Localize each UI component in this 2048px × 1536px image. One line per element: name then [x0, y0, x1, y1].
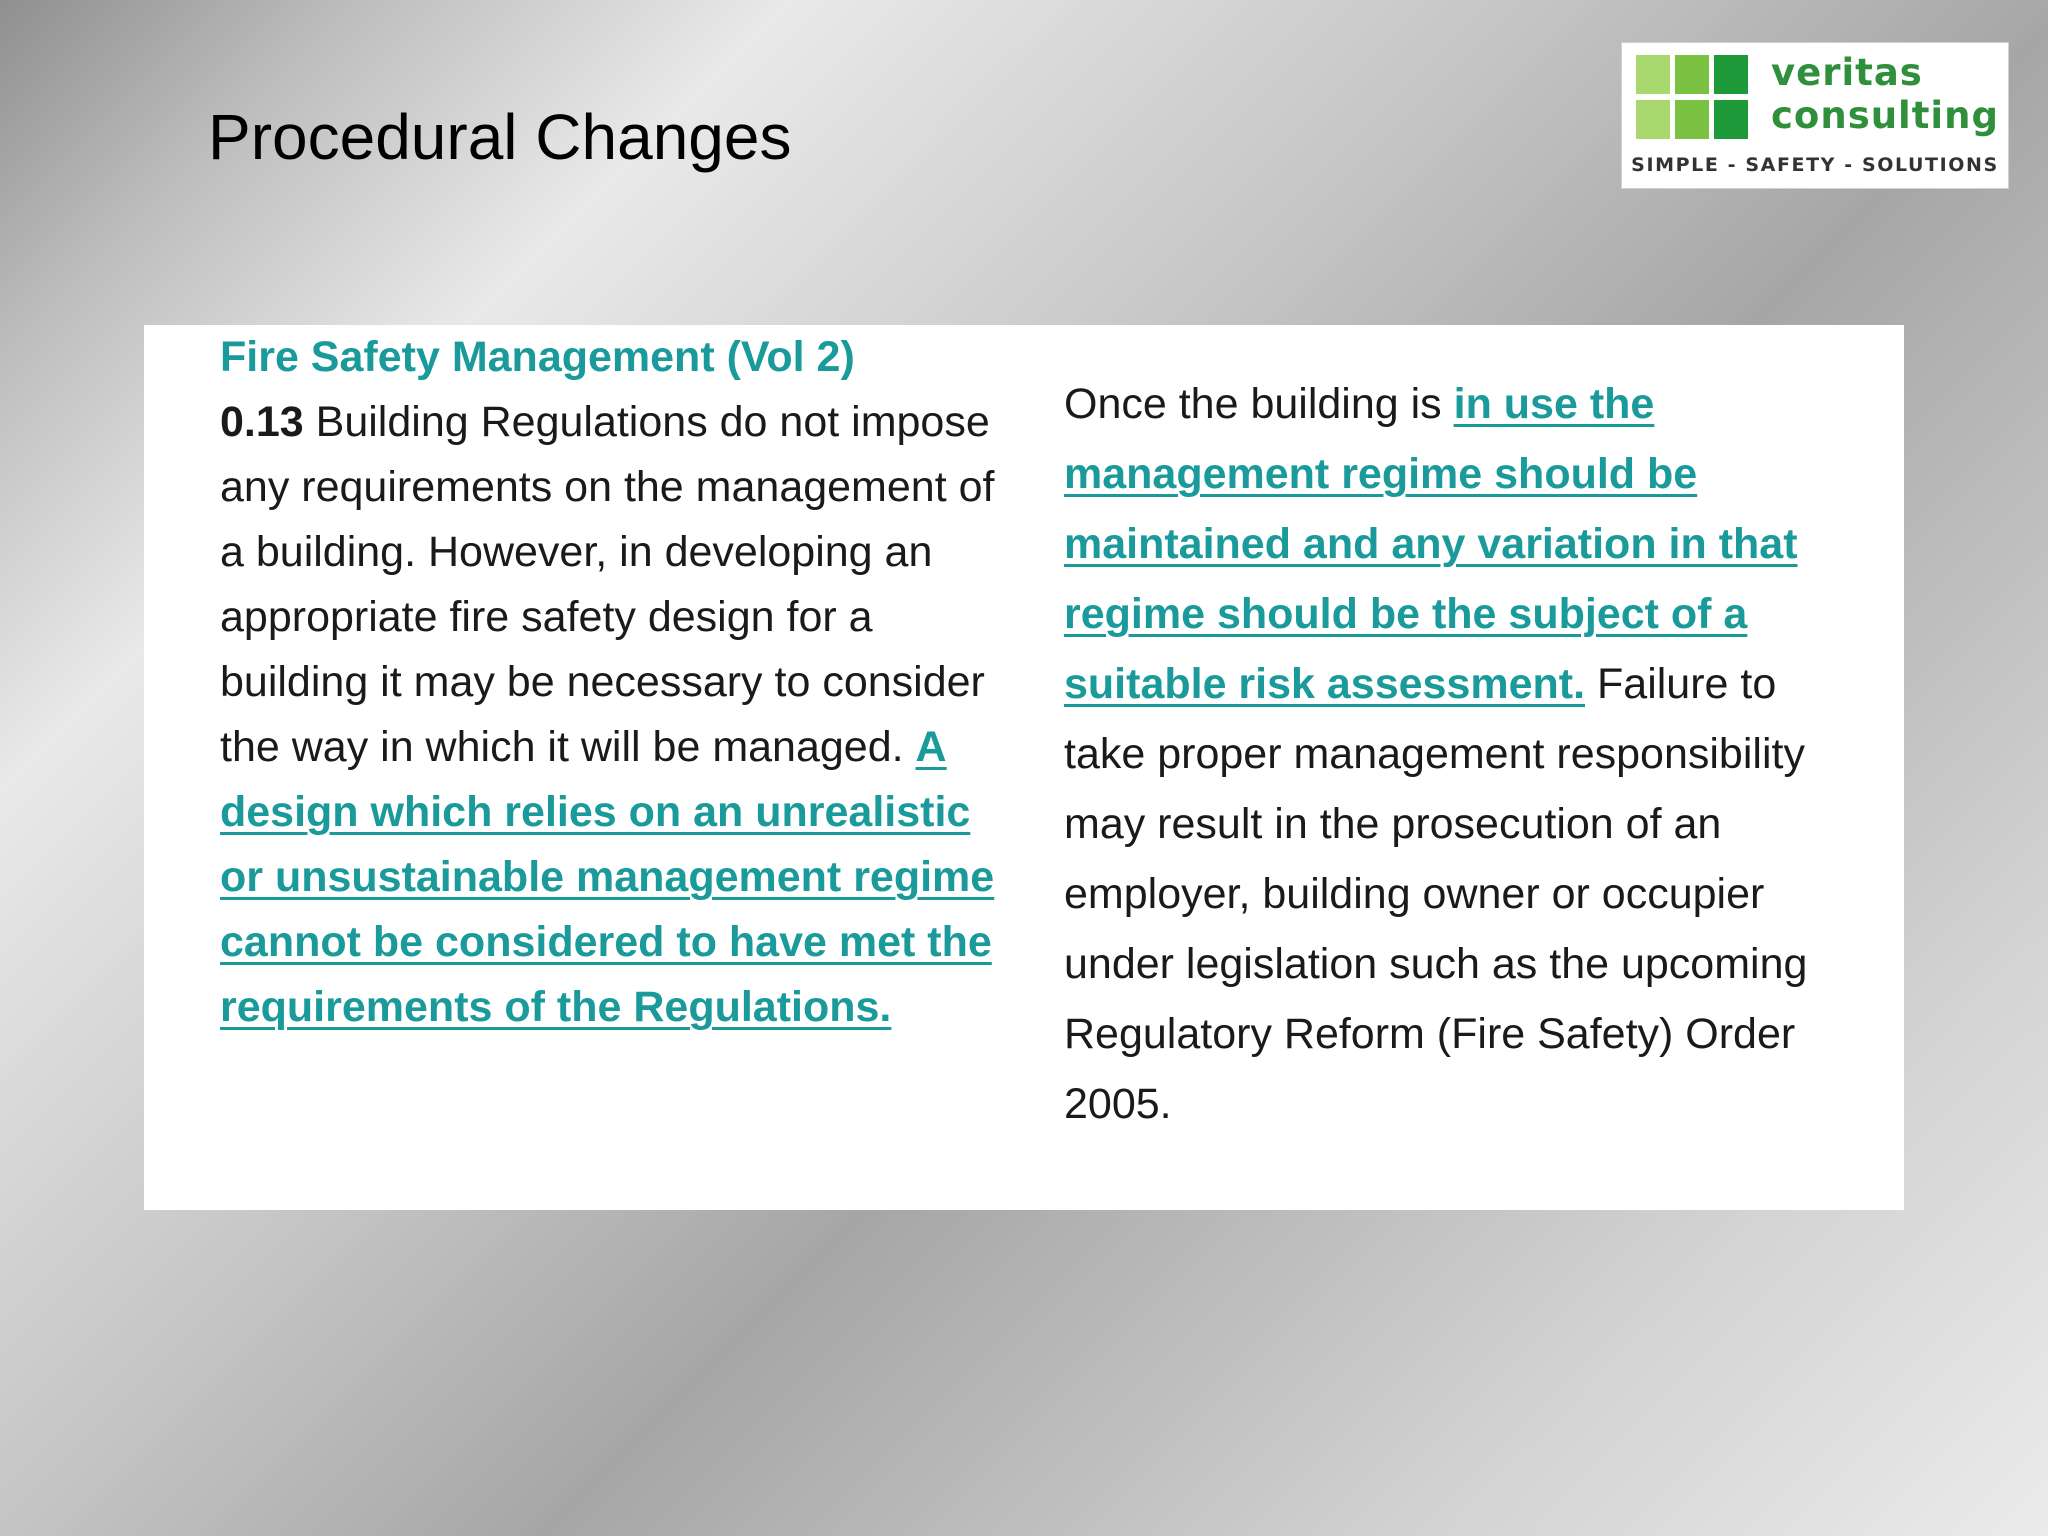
logo-tagline: SIMPLE - SAFETY - SOLUTIONS [1631, 154, 1999, 176]
right-body-text: Failure to take proper management responsibility may result in the prosecution of an employer, building owner or occupier under legislation such as the upcoming Regulatory Reform (Fire Safety) Order 2005. [1064, 660, 1808, 1128]
left-emphasis-text: A design which relies on an unrealistic or unsustainable management regime cannot be considered to have met the requirements of the Regulations. [220, 723, 995, 1031]
logo-word-veritas: veritas [1771, 51, 1923, 94]
logo-square [1636, 55, 1670, 94]
veritas-consulting-logo [1621, 42, 2009, 189]
section-heading: Fire Safety Management (Vol 2) [220, 333, 855, 381]
content-panel [144, 325, 1904, 1210]
slide-title: Procedural Changes [208, 101, 792, 173]
logo-square [1714, 55, 1748, 94]
logo-word-consulting: consulting [1771, 94, 1999, 137]
logo-square [1636, 100, 1670, 139]
right-emphasis-text: in use the management regime should be maintained and any variation in that regime should be the subject of a suitable risk assessment. [1064, 380, 1798, 708]
logo-square [1714, 100, 1748, 139]
section-number: 0.13 [220, 398, 304, 446]
right-intro-text: Once the building is [1064, 380, 1454, 428]
right-column [1064, 369, 1864, 1139]
left-column [220, 325, 1010, 1040]
logo-square [1675, 100, 1709, 139]
logo-grid-icon [1636, 55, 1750, 141]
logo-square [1675, 55, 1709, 94]
left-body-text: Building Regulations do not impose any requirements on the management of a building. However, in developing an appropriate fire safety design for a building it may be necessary to consider the way in which it will be managed. [220, 398, 995, 771]
